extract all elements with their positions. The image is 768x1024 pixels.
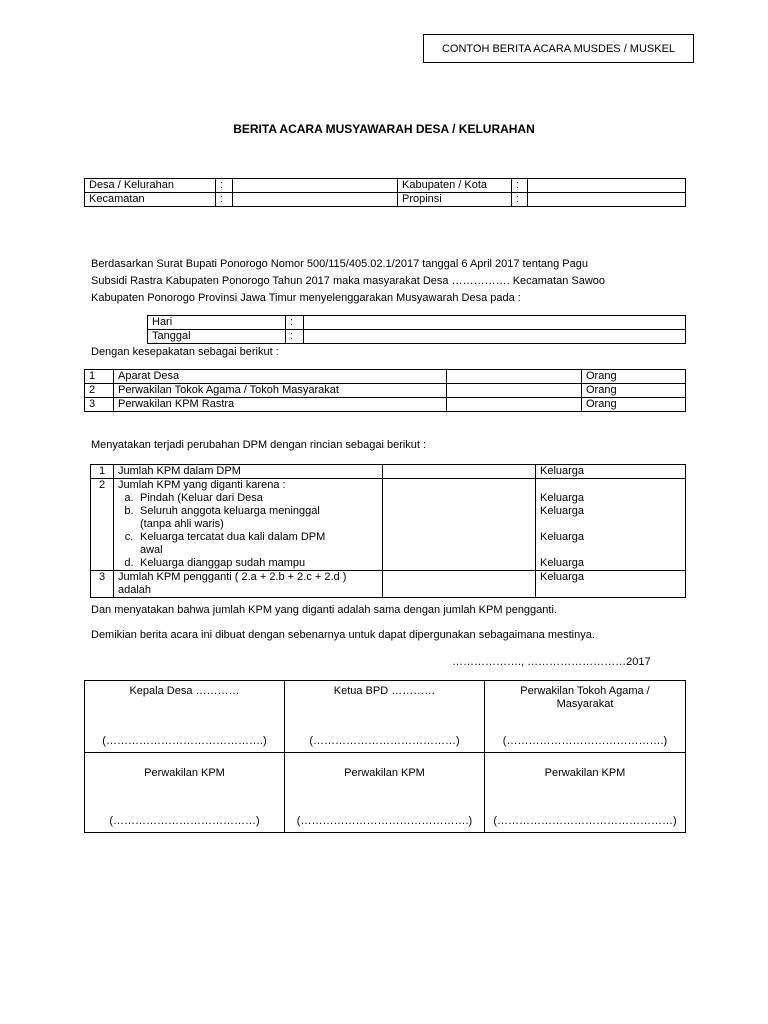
item-text: Pindah (Keluar dari Desa	[140, 492, 263, 504]
signature-line: (……………………………………….)	[296, 815, 473, 827]
row-number: 2	[85, 384, 114, 398]
item-text: Seluruh anggota keluarga meninggal	[140, 505, 320, 517]
signatory-title: Perwakilan KPM	[544, 767, 626, 779]
document-title: BERITA ACARA MUSYAWARAH DESA / KELURAHAN	[233, 122, 535, 136]
signature-line: (…………………………………………)	[493, 815, 677, 827]
location-value-field[interactable]	[233, 179, 398, 193]
list-item	[118, 492, 378, 505]
unit-label: Orang	[582, 370, 686, 384]
location-colon: :	[216, 179, 233, 193]
location-colon: :	[216, 193, 233, 207]
signature-line: (…………………………………)	[109, 815, 260, 827]
signature-line: (…………………………………….)	[502, 735, 668, 747]
date-label: Hari	[148, 316, 286, 330]
attendance-table	[84, 369, 686, 412]
unit-label: Keluarga	[540, 492, 585, 504]
date-field[interactable]	[304, 330, 686, 344]
item-letter: b.	[124, 505, 134, 517]
item-text: awal	[140, 544, 163, 556]
dpm-reason-heading: Jumlah KPM yang diganti karena :	[118, 479, 286, 491]
table-row	[148, 330, 686, 344]
unit-label: Keluarga	[540, 557, 585, 569]
meeting-date-table	[147, 315, 686, 344]
signatory-title: Ketua BPD …………	[333, 685, 436, 697]
table-row	[148, 316, 686, 330]
location-label: Propinsi	[398, 193, 512, 207]
table-row	[85, 681, 686, 753]
date-colon: :	[286, 316, 304, 330]
signature-table	[84, 680, 686, 833]
change-text: Menyatakan terjadi perubahan DPM dengan rincian sebagai berikut :	[91, 439, 427, 451]
dpm-description	[114, 479, 383, 571]
intro-paragraph	[91, 256, 701, 307]
item-text: (tanpa ahli waris)	[140, 518, 224, 530]
unit-label: Keluarga	[536, 465, 686, 479]
location-value-field[interactable]	[233, 193, 398, 207]
location-label: Kecamatan	[85, 193, 216, 207]
item-letter: a.	[124, 492, 134, 504]
location-colon: :	[512, 179, 528, 193]
closing-text: Demikian berita acara ini dibuat dengan sebenarnya untuk dapat dipergunakan sebagaimana mestinya.	[91, 629, 595, 641]
attendee-description: Perwakilan KPM Rastra	[114, 398, 447, 412]
attendee-description: Perwakilan Tokok Agama / Tokoh Masyarakat	[114, 384, 447, 398]
dpm-count-field[interactable]	[383, 571, 536, 598]
document-type-label: CONTOH BERITA ACARA MUSDES / MUSKEL	[423, 34, 694, 63]
location-colon: :	[512, 193, 528, 207]
signatory-title: Perwakilan KPM	[144, 767, 225, 779]
list-item	[118, 505, 378, 518]
unit-column	[536, 479, 686, 571]
unit-label: Orang	[582, 384, 686, 398]
signatory-title: Perwakilan KPM	[344, 767, 425, 779]
signature-cell[interactable]	[85, 681, 285, 753]
signatory-title: Perwakilan Tokoh Agama /	[520, 685, 650, 697]
intro-line: Berdasarkan Surat Bupati Ponorogo Nomor 500/115/405.02.1/2017 tanggal 6 April 2017 tentang Pagu	[91, 258, 588, 270]
signature-cell[interactable]	[285, 753, 485, 833]
signature-line: (…………………………………….)	[102, 735, 267, 747]
unit-label: Orang	[582, 398, 686, 412]
item-text: Keluarga dianggap sudah mampu	[140, 557, 306, 569]
item-letter: c.	[124, 531, 134, 543]
table-row	[85, 753, 686, 833]
attendee-count-field[interactable]	[447, 370, 582, 384]
table-row	[85, 384, 686, 398]
signature-cell[interactable]	[485, 753, 686, 833]
table-row	[85, 398, 686, 412]
item-letter: d.	[124, 557, 134, 569]
list-item	[118, 531, 378, 544]
location-label: Desa / Kelurahan	[85, 179, 216, 193]
unit-label: Keluarga	[540, 505, 585, 517]
location-value-field[interactable]	[528, 179, 686, 193]
row-number: 3	[85, 398, 114, 412]
row-number: 3	[91, 571, 114, 598]
dpm-description: Jumlah KPM dalam DPM	[114, 465, 383, 479]
signature-cell[interactable]	[285, 681, 485, 753]
dpm-count-field[interactable]	[383, 479, 536, 571]
unit-label: Keluarga	[540, 531, 585, 543]
table-row	[91, 465, 686, 479]
location-value-field[interactable]	[528, 193, 686, 207]
list-item	[118, 557, 378, 570]
signatory-title: Kepala Desa …………	[129, 685, 240, 697]
date-label: Tanggal	[148, 330, 286, 344]
intro-line: Kabupaten Ponorogo Provinsi Jawa Timur menyelenggarakan Musyawarah Desa pada :	[91, 292, 521, 304]
dpm-description	[114, 571, 383, 598]
signatory-title: Masyarakat	[556, 698, 614, 710]
dpm-total-text: Jumlah KPM pengganti ( 2.a + 2.b + 2.c + 2.d )	[118, 571, 347, 583]
attendee-count-field[interactable]	[447, 384, 582, 398]
row-number: 1	[85, 370, 114, 384]
attendee-count-field[interactable]	[447, 398, 582, 412]
location-table	[84, 178, 686, 207]
agreement-text: Dengan kesepakatan sebagai berikut :	[91, 346, 279, 358]
table-row	[85, 370, 686, 384]
day-field[interactable]	[304, 316, 686, 330]
attendee-description: Aparat Desa	[114, 370, 447, 384]
table-row	[91, 571, 686, 598]
dpm-change-table	[90, 464, 686, 598]
unit-label: Keluarga	[536, 571, 686, 598]
table-row	[91, 479, 686, 571]
place-date-line: ………………., ………………………2017	[452, 656, 651, 668]
signature-line: (…………………………………)	[309, 735, 460, 747]
table-row	[85, 193, 686, 207]
signature-cell[interactable]	[85, 753, 285, 833]
row-number: 2	[91, 479, 114, 571]
dpm-total-text: adalah	[118, 584, 152, 596]
row-number: 1	[91, 465, 114, 479]
signature-cell[interactable]	[485, 681, 686, 753]
list-item-continuation	[118, 518, 378, 531]
intro-line: Subsidi Rastra Kabupaten Ponorogo Tahun 2017 maka masyarakat Desa ……………. Kecamatan Sawoo	[91, 275, 606, 287]
date-colon: :	[286, 330, 304, 344]
location-label: Kabupaten / Kota	[398, 179, 512, 193]
statement-text: Dan menyatakan bahwa jumlah KPM yang diganti adalah sama dengan jumlah KPM pengganti.	[91, 604, 557, 616]
list-item-continuation	[118, 544, 378, 557]
dpm-count-field[interactable]	[383, 465, 536, 479]
item-text: Keluarga tercatat dua kali dalam DPM	[140, 531, 326, 543]
table-row	[85, 179, 686, 193]
